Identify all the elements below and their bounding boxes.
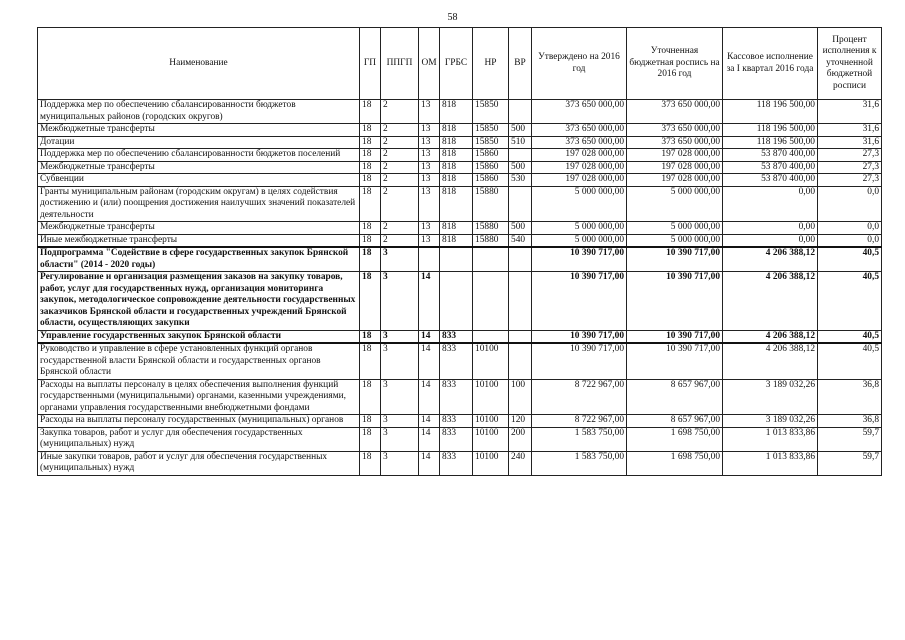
cell-grbs: 818 bbox=[440, 149, 473, 162]
table-row bbox=[38, 174, 882, 187]
cell-pgp: 2 bbox=[381, 124, 419, 137]
cell-om: 14 bbox=[419, 427, 440, 451]
cell-percent: 40,5 bbox=[818, 330, 882, 343]
table-row bbox=[38, 234, 882, 247]
cell-om: 14 bbox=[419, 330, 440, 343]
cell-grbs: 833 bbox=[440, 379, 473, 415]
cell-approved: 5 000 000,00 bbox=[532, 222, 627, 235]
cell-percent: 0,0 bbox=[818, 234, 882, 247]
header-grbs: ГРБС bbox=[440, 28, 473, 100]
cell-gp: 18 bbox=[360, 379, 381, 415]
cell-np: 15850 bbox=[473, 124, 509, 137]
cell-np: 10100 bbox=[473, 415, 509, 428]
cell-refined: 5 000 000,00 bbox=[627, 234, 723, 247]
cell-refined: 10 390 717,00 bbox=[627, 343, 723, 379]
cell-vr: 240 bbox=[509, 451, 532, 475]
table-row bbox=[38, 379, 882, 415]
cell-np: 10100 bbox=[473, 379, 509, 415]
cell-approved: 10 390 717,00 bbox=[532, 247, 627, 272]
table-row bbox=[38, 272, 882, 331]
cell-om: 13 bbox=[419, 222, 440, 235]
cell-name: Закупка товаров, работ и услуг для обеспечения государственных (муниципальных) нужд bbox=[38, 427, 360, 451]
cell-name: Гранты муниципальным районам (городским округам) в целях содействия достижению и (или) поощрения достижения наилучших значений показателей деятельности bbox=[38, 186, 360, 222]
cell-refined: 1 698 750,00 bbox=[627, 427, 723, 451]
table-row bbox=[38, 136, 882, 149]
cell-gp: 18 bbox=[360, 149, 381, 162]
budget-table bbox=[37, 27, 882, 476]
cell-refined: 10 390 717,00 bbox=[627, 247, 723, 272]
cell-gp: 18 bbox=[360, 174, 381, 187]
cell-grbs: 833 bbox=[440, 343, 473, 379]
cell-vr bbox=[509, 343, 532, 379]
cell-approved: 10 390 717,00 bbox=[532, 272, 627, 331]
cell-percent: 59,7 bbox=[818, 427, 882, 451]
cell-name: Поддержка мер по обеспечению сбалансированности бюджетов муниципальных районов (городских округов) bbox=[38, 100, 360, 124]
cell-gp: 18 bbox=[360, 272, 381, 331]
cell-refined: 8 657 967,00 bbox=[627, 415, 723, 428]
cell-refined: 1 698 750,00 bbox=[627, 451, 723, 475]
cell-cash: 118 196 500,00 bbox=[723, 136, 818, 149]
cell-vr bbox=[509, 272, 532, 331]
header-percent: Процент исполнения к уточненной бюджетной росписи bbox=[818, 28, 882, 100]
cell-pgp: 2 bbox=[381, 149, 419, 162]
cell-cash: 118 196 500,00 bbox=[723, 124, 818, 137]
cell-grbs: 833 bbox=[440, 415, 473, 428]
cell-om: 13 bbox=[419, 100, 440, 124]
table-row bbox=[38, 222, 882, 235]
cell-percent: 27,3 bbox=[818, 149, 882, 162]
cell-name: Субвенции bbox=[38, 174, 360, 187]
cell-name: Межбюджетные трансферты bbox=[38, 222, 360, 235]
cell-np: 15860 bbox=[473, 149, 509, 162]
cell-vr bbox=[509, 186, 532, 222]
cell-np: 15880 bbox=[473, 222, 509, 235]
cell-cash: 4 206 388,12 bbox=[723, 330, 818, 343]
cell-grbs: 818 bbox=[440, 174, 473, 187]
cell-cash: 1 013 833,86 bbox=[723, 451, 818, 475]
cell-refined: 10 390 717,00 bbox=[627, 272, 723, 331]
header-np: НР bbox=[473, 28, 509, 100]
cell-vr: 100 bbox=[509, 379, 532, 415]
table-row bbox=[38, 343, 882, 379]
cell-pgp: 3 bbox=[381, 451, 419, 475]
cell-grbs: 833 bbox=[440, 427, 473, 451]
cell-gp: 18 bbox=[360, 330, 381, 343]
cell-refined: 8 657 967,00 bbox=[627, 379, 723, 415]
cell-name: Подпрограмма "Содействие в сфере государственных закупок Брянской области" (2014 - 2020 годы) bbox=[38, 247, 360, 272]
cell-vr: 120 bbox=[509, 415, 532, 428]
cell-cash: 4 206 388,12 bbox=[723, 272, 818, 331]
cell-grbs: 818 bbox=[440, 161, 473, 174]
cell-percent: 31,6 bbox=[818, 100, 882, 124]
header-om: ОМ bbox=[419, 28, 440, 100]
cell-approved: 1 583 750,00 bbox=[532, 427, 627, 451]
cell-gp: 18 bbox=[360, 247, 381, 272]
cell-name: Межбюджетные трансферты bbox=[38, 124, 360, 137]
cell-approved: 197 028 000,00 bbox=[532, 149, 627, 162]
cell-vr: 500 bbox=[509, 222, 532, 235]
table-header-row bbox=[38, 28, 882, 100]
cell-vr bbox=[509, 149, 532, 162]
cell-percent: 0,0 bbox=[818, 222, 882, 235]
cell-np bbox=[473, 330, 509, 343]
cell-pgp: 2 bbox=[381, 136, 419, 149]
cell-pgp: 2 bbox=[381, 186, 419, 222]
cell-pgp: 3 bbox=[381, 247, 419, 272]
cell-cash: 1 013 833,86 bbox=[723, 427, 818, 451]
cell-refined: 5 000 000,00 bbox=[627, 222, 723, 235]
cell-vr bbox=[509, 100, 532, 124]
table-body bbox=[38, 100, 882, 476]
cell-grbs bbox=[440, 247, 473, 272]
cell-refined: 373 650 000,00 bbox=[627, 136, 723, 149]
cell-name: Дотации bbox=[38, 136, 360, 149]
cell-grbs bbox=[440, 272, 473, 331]
cell-approved: 10 390 717,00 bbox=[532, 330, 627, 343]
cell-percent: 40,5 bbox=[818, 247, 882, 272]
cell-np bbox=[473, 272, 509, 331]
cell-pgp: 3 bbox=[381, 427, 419, 451]
cell-vr: 500 bbox=[509, 124, 532, 137]
cell-approved: 5 000 000,00 bbox=[532, 186, 627, 222]
header-refined: Уточненная бюджетная роспись на 2016 год bbox=[627, 28, 723, 100]
cell-np bbox=[473, 247, 509, 272]
table-row bbox=[38, 149, 882, 162]
cell-gp: 18 bbox=[360, 415, 381, 428]
header-pgp: ППГП bbox=[381, 28, 419, 100]
cell-np: 15850 bbox=[473, 100, 509, 124]
cell-approved: 197 028 000,00 bbox=[532, 174, 627, 187]
cell-gp: 18 bbox=[360, 161, 381, 174]
cell-percent: 36,8 bbox=[818, 415, 882, 428]
cell-percent: 31,6 bbox=[818, 136, 882, 149]
cell-percent: 0,0 bbox=[818, 186, 882, 222]
cell-name: Поддержка мер по обеспечению сбалансированности бюджетов поселений bbox=[38, 149, 360, 162]
cell-cash: 53 870 400,00 bbox=[723, 149, 818, 162]
cell-grbs: 818 bbox=[440, 234, 473, 247]
cell-refined: 197 028 000,00 bbox=[627, 174, 723, 187]
cell-approved: 8 722 967,00 bbox=[532, 379, 627, 415]
cell-om bbox=[419, 247, 440, 272]
cell-vr: 510 bbox=[509, 136, 532, 149]
cell-np: 10100 bbox=[473, 451, 509, 475]
cell-refined: 197 028 000,00 bbox=[627, 161, 723, 174]
header-vr: ВР bbox=[509, 28, 532, 100]
cell-pgp: 3 bbox=[381, 330, 419, 343]
cell-np: 15860 bbox=[473, 161, 509, 174]
cell-approved: 10 390 717,00 bbox=[532, 343, 627, 379]
cell-pgp: 2 bbox=[381, 161, 419, 174]
cell-gp: 18 bbox=[360, 234, 381, 247]
cell-refined: 373 650 000,00 bbox=[627, 100, 723, 124]
cell-gp: 18 bbox=[360, 222, 381, 235]
cell-pgp: 2 bbox=[381, 234, 419, 247]
cell-grbs: 818 bbox=[440, 100, 473, 124]
cell-approved: 5 000 000,00 bbox=[532, 234, 627, 247]
cell-pgp: 3 bbox=[381, 343, 419, 379]
cell-gp: 18 bbox=[360, 136, 381, 149]
cell-approved: 373 650 000,00 bbox=[532, 124, 627, 137]
cell-vr bbox=[509, 247, 532, 272]
cell-cash: 0,00 bbox=[723, 186, 818, 222]
table-row bbox=[38, 186, 882, 222]
cell-refined: 197 028 000,00 bbox=[627, 149, 723, 162]
table-row bbox=[38, 100, 882, 124]
cell-approved: 1 583 750,00 bbox=[532, 451, 627, 475]
cell-om: 13 bbox=[419, 124, 440, 137]
cell-cash: 53 870 400,00 bbox=[723, 161, 818, 174]
cell-approved: 373 650 000,00 bbox=[532, 136, 627, 149]
cell-np: 10100 bbox=[473, 427, 509, 451]
page-number: 58 bbox=[447, 12, 458, 23]
cell-refined: 5 000 000,00 bbox=[627, 186, 723, 222]
cell-pgp: 3 bbox=[381, 379, 419, 415]
cell-om: 14 bbox=[419, 272, 440, 331]
cell-percent: 27,3 bbox=[818, 161, 882, 174]
cell-grbs: 833 bbox=[440, 330, 473, 343]
cell-percent: 59,7 bbox=[818, 451, 882, 475]
cell-percent: 40,5 bbox=[818, 272, 882, 331]
cell-name: Межбюджетные трансферты bbox=[38, 161, 360, 174]
cell-cash: 0,00 bbox=[723, 222, 818, 235]
cell-vr: 530 bbox=[509, 174, 532, 187]
cell-pgp: 2 bbox=[381, 222, 419, 235]
cell-gp: 18 bbox=[360, 451, 381, 475]
cell-np: 10100 bbox=[473, 343, 509, 379]
header-approved: Утверждено на 2016 год bbox=[532, 28, 627, 100]
cell-pgp: 3 bbox=[381, 272, 419, 331]
cell-percent: 31,6 bbox=[818, 124, 882, 137]
header-cash: Кассовое исполнение за I квартал 2016 года bbox=[723, 28, 818, 100]
cell-om: 14 bbox=[419, 343, 440, 379]
cell-refined: 373 650 000,00 bbox=[627, 124, 723, 137]
cell-grbs: 818 bbox=[440, 136, 473, 149]
cell-om: 13 bbox=[419, 149, 440, 162]
cell-grbs: 833 bbox=[440, 451, 473, 475]
cell-om: 14 bbox=[419, 451, 440, 475]
table-row bbox=[38, 330, 882, 343]
cell-cash: 3 189 032,26 bbox=[723, 379, 818, 415]
table-row bbox=[38, 124, 882, 137]
cell-approved: 197 028 000,00 bbox=[532, 161, 627, 174]
cell-cash: 0,00 bbox=[723, 234, 818, 247]
cell-name: Управление государственных закупок Брянской области bbox=[38, 330, 360, 343]
cell-om: 13 bbox=[419, 186, 440, 222]
cell-vr: 500 bbox=[509, 161, 532, 174]
cell-om: 13 bbox=[419, 161, 440, 174]
cell-name: Расходы на выплаты персоналу в целях обеспечения выполнения функций государственными (муниципальными) органами, казенными учреждениями, органами управления государственными внебюджетными фондами bbox=[38, 379, 360, 415]
cell-om: 13 bbox=[419, 234, 440, 247]
cell-grbs: 818 bbox=[440, 222, 473, 235]
cell-approved: 373 650 000,00 bbox=[532, 100, 627, 124]
cell-grbs: 818 bbox=[440, 124, 473, 137]
header-name: Наименование bbox=[38, 28, 360, 100]
cell-percent: 27,3 bbox=[818, 174, 882, 187]
cell-pgp: 2 bbox=[381, 100, 419, 124]
table-row bbox=[38, 247, 882, 272]
table-row bbox=[38, 415, 882, 428]
cell-gp: 18 bbox=[360, 427, 381, 451]
cell-name: Руководство и управление в сфере установленных функций органов государственной власти Брянской области и государственных органов Брянской области bbox=[38, 343, 360, 379]
cell-cash: 53 870 400,00 bbox=[723, 174, 818, 187]
cell-pgp: 3 bbox=[381, 415, 419, 428]
cell-name: Регулирование и организация размещения заказов на закупку товаров, работ, услуг для государственных нужд, организация мониторинга закупок, методологическое сопровождение деятельности государственных заказчиков Брянской области и государственных учреждений Брянской области, осуществляющих закупки bbox=[38, 272, 360, 331]
cell-vr bbox=[509, 330, 532, 343]
cell-om: 14 bbox=[419, 379, 440, 415]
cell-np: 15860 bbox=[473, 174, 509, 187]
cell-name: Иные закупки товаров, работ и услуг для обеспечения государственных (муниципальных) нужд bbox=[38, 451, 360, 475]
cell-np: 15880 bbox=[473, 186, 509, 222]
cell-vr: 540 bbox=[509, 234, 532, 247]
cell-grbs: 818 bbox=[440, 186, 473, 222]
cell-percent: 40,5 bbox=[818, 343, 882, 379]
cell-np: 15850 bbox=[473, 136, 509, 149]
cell-gp: 18 bbox=[360, 186, 381, 222]
cell-gp: 18 bbox=[360, 124, 381, 137]
cell-percent: 36,8 bbox=[818, 379, 882, 415]
header-gp: ГП bbox=[360, 28, 381, 100]
cell-gp: 18 bbox=[360, 343, 381, 379]
table-row bbox=[38, 427, 882, 451]
cell-np: 15880 bbox=[473, 234, 509, 247]
cell-cash: 4 206 388,12 bbox=[723, 247, 818, 272]
cell-cash: 3 189 032,26 bbox=[723, 415, 818, 428]
table-row bbox=[38, 451, 882, 475]
cell-gp: 18 bbox=[360, 100, 381, 124]
cell-cash: 118 196 500,00 bbox=[723, 100, 818, 124]
cell-pgp: 2 bbox=[381, 174, 419, 187]
table-row bbox=[38, 161, 882, 174]
cell-name: Иные межбюджетные трансферты bbox=[38, 234, 360, 247]
cell-name: Расходы на выплаты персоналу государственных (муниципальных) органов bbox=[38, 415, 360, 428]
cell-om: 14 bbox=[419, 415, 440, 428]
cell-vr: 200 bbox=[509, 427, 532, 451]
cell-om: 13 bbox=[419, 136, 440, 149]
cell-refined: 10 390 717,00 bbox=[627, 330, 723, 343]
cell-om: 13 bbox=[419, 174, 440, 187]
cell-approved: 8 722 967,00 bbox=[532, 415, 627, 428]
cell-cash: 4 206 388,12 bbox=[723, 343, 818, 379]
